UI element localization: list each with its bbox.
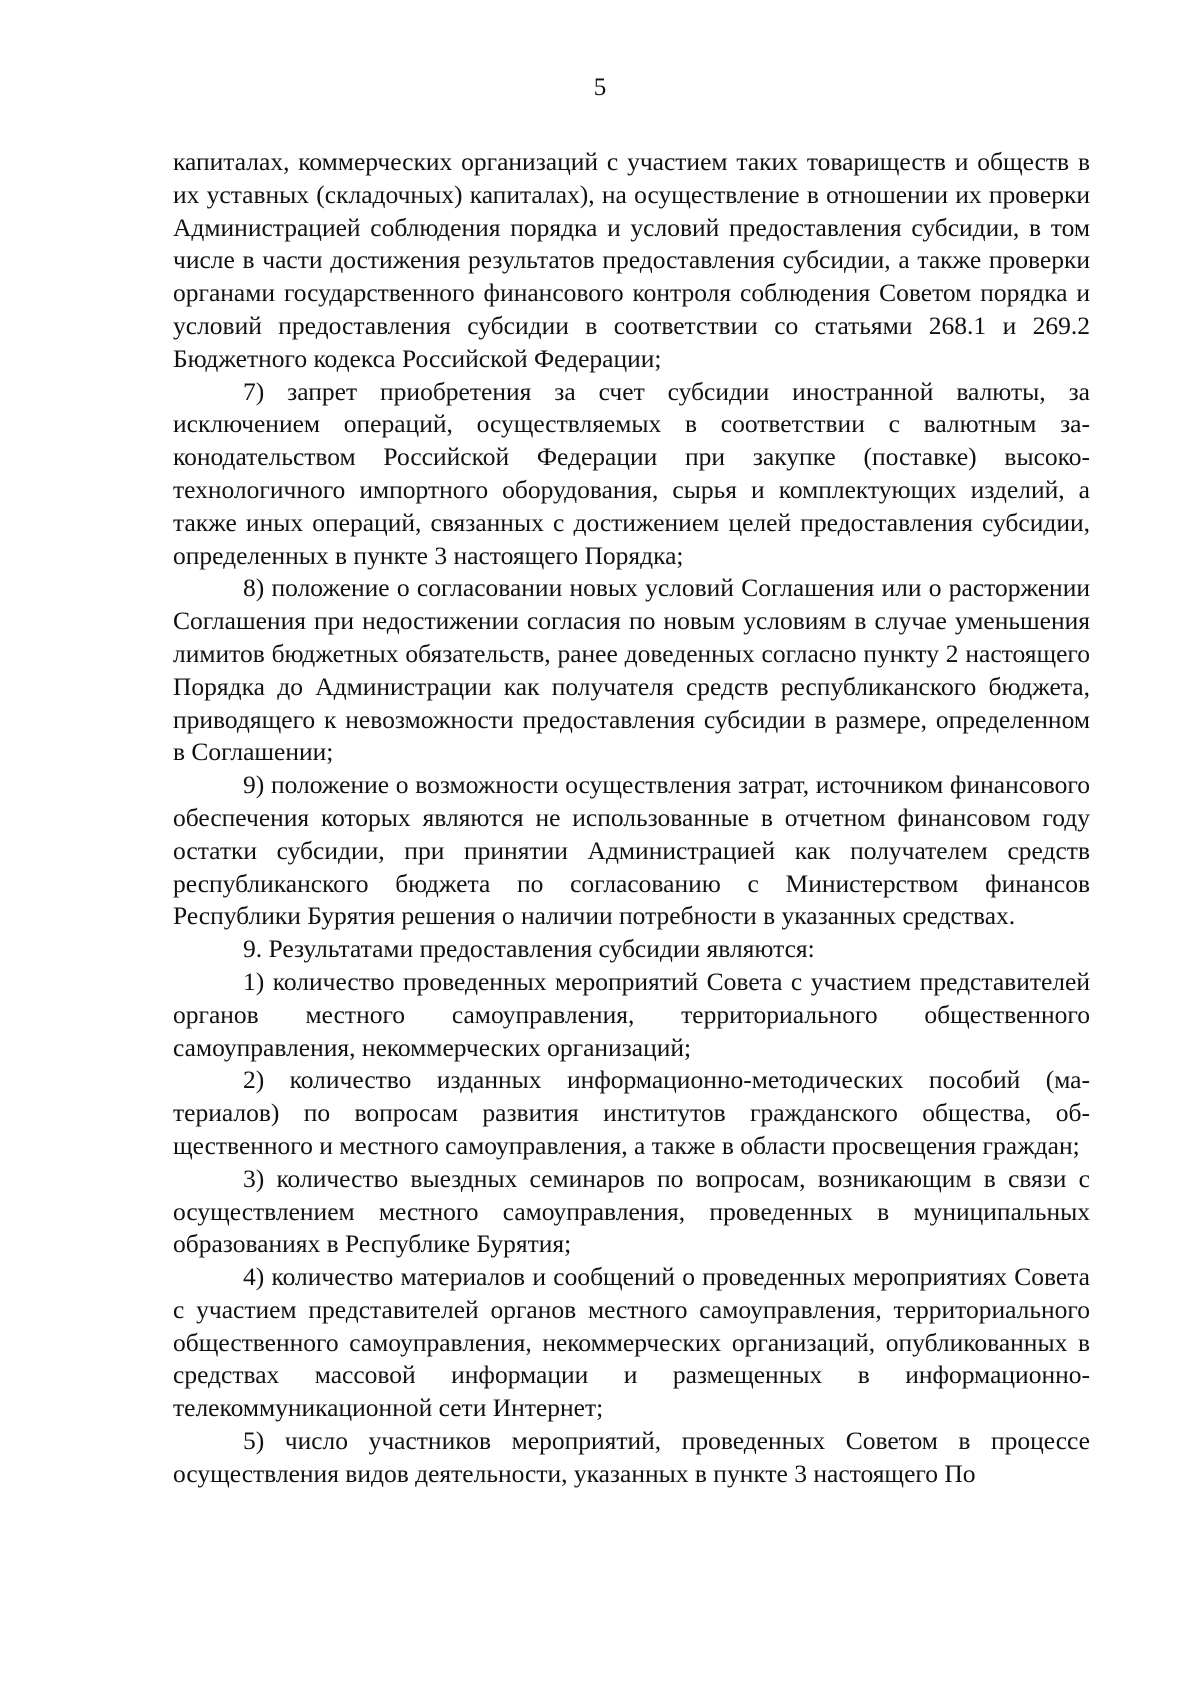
- section-9-heading: 9. Результатами предоставления субсидии являются:: [243, 934, 815, 964]
- page-number: 5: [593, 74, 607, 101]
- result-item-5: 5) число участников мероприятий, проведенных Советом в процессе осуществления видов деятельности, указанных в пункте 3 настоящего По: [173, 1426, 1090, 1488]
- paragraph-item-7: 7) запрет приобретения за счет субсидии иностранной валюты, за исключением операций, осуществляемых в соответствии с валютным законодательством Российской Федерации при закупке (поставке) высокотехнологичного импортного оборудования, сырья и комплектующих изделий, а также иных операций, связанных с достижением целей предоставления субсидии, определенных в пункте 3 настоящего Порядка;: [173, 376, 1090, 570]
- result-item-3: 3) количество выездных семинаров по вопросам, возникающим в связи с осуществлением местного самоуправления, проведенных в муниципальных образованиях в Республике Бурятия;: [173, 1163, 1090, 1259]
- paragraph-continuation: капиталах, коммерческих организаций с участием таких товариществ и обществ в их уставных (складочных) капиталах), на осуществление в отношении их проверки Администрацией соблюдения порядка и условий предоставления субсидии, в том числе в части достижения результатов предоставления субсидии, а также проверки органами государственного финансового контроля соблюдения Советом порядка и условий предоставления субсидии в соответствии со статьями 268.1 и 269.2 Бюджетного кодекса Российской Федерации;: [173, 147, 1090, 373]
- result-item-2: 2) количество изданных информационно-методических пособий (материалов) по вопросам развития институтов гражданского общества, общественного и местного самоуправления, а также в области просвещения граждан;: [173, 1065, 1090, 1160]
- paragraph-item-9: 9) положение о возможности осуществления затрат, источником финансового обеспечения которых являются не использованные в отчетном финансовом году остатки субсидии, при принятии Администрацией как получателем средств республиканского бюджета по согласованию с Министерством финансов Республики Бурятия решения о наличии потребности в указанных средствах.: [173, 770, 1090, 931]
- result-item-1: 1) количество проведенных мероприятий Совета с участием представителей органов местного самоуправления, территориального общественного самоуправления, некоммерческих организаций;: [173, 966, 1090, 1062]
- paragraph-item-8: 8) положение о согласовании новых условий Соглашения или о расторжении Соглашения при недостижении согласия по новым условиям в случае уменьшения лимитов бюджетных обязательств, ранее доведенных согласно пункту 2 настоящего Порядка до Администрации как получателя средств республиканского бюджета, приводящего к невозможности предоставления субсидии в размере, определенном в Соглашении;: [173, 573, 1090, 767]
- result-item-4: 4) количество материалов и сообщений о проведенных мероприятиях Совета с участием представителей органов местного самоуправления, территориального общественного самоуправления, некоммерческих организаций, опубликованных в средствах массовой информации и размещенных в информационно-телекоммуникационной сети Интернет;: [173, 1262, 1090, 1423]
- document-body: [173, 146, 1090, 1491]
